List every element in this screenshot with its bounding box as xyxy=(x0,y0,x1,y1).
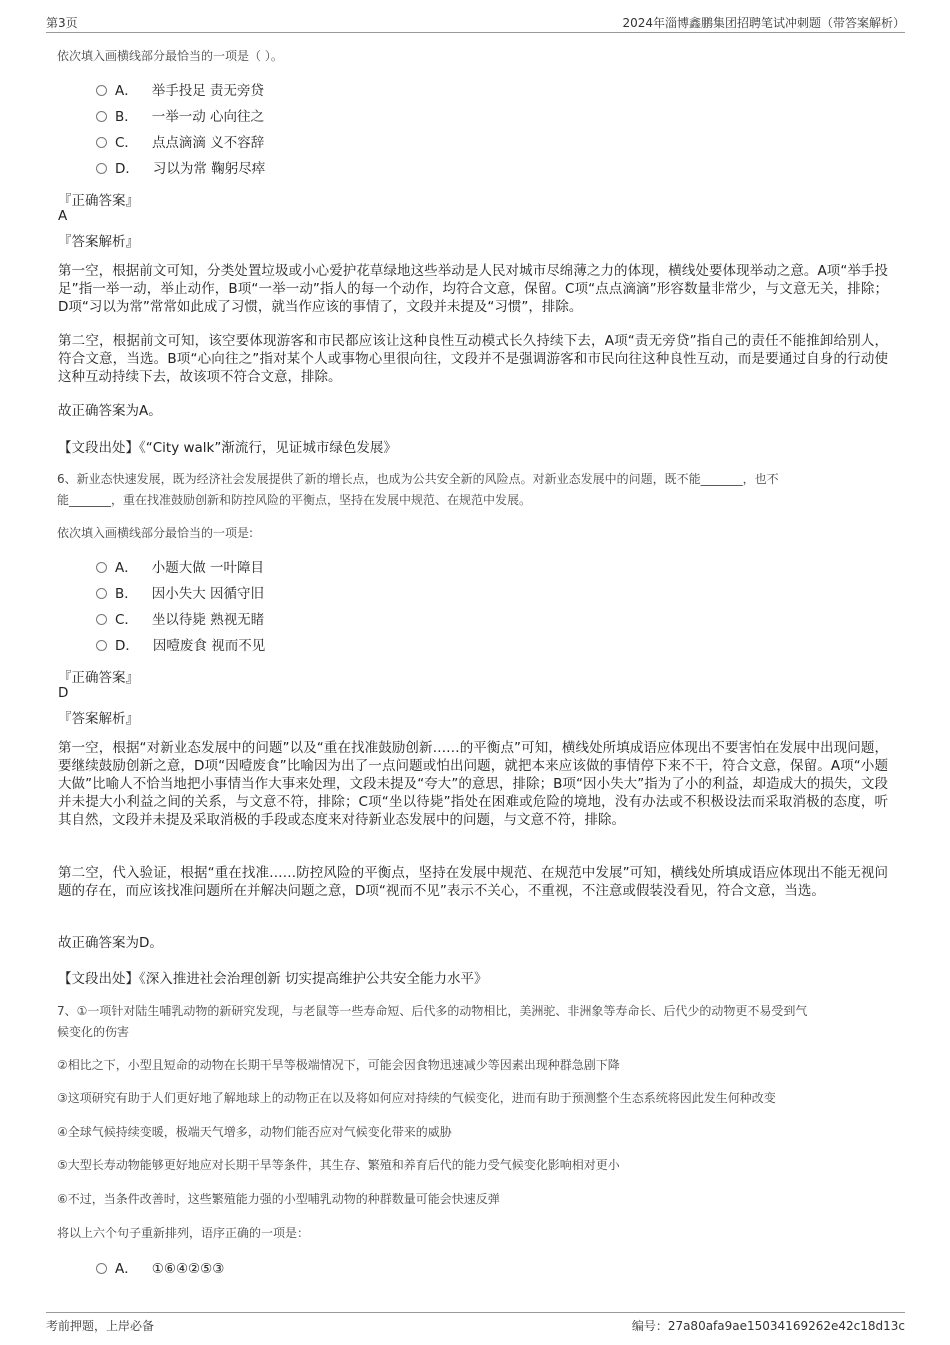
radio-icon[interactable] xyxy=(96,640,107,651)
q7-option-a[interactable]: A． ①⑥④②⑤③ xyxy=(96,1259,224,1279)
q7-sentence-4: ④全球气候持续变暖，极端天气增多，动物们能否应对气候变化带来的威胁 xyxy=(57,1125,452,1139)
footer-slogan: 考前押题，上岸必备 xyxy=(46,1319,155,1333)
q7-sentence-6: ⑥不过，当条件改善时，这些繁殖能力强的小型哺乳动物的种群数量可能会快速反弹 xyxy=(57,1192,500,1206)
document-title: 2024年淄博鑫鹏集团招聘笔试冲刺题（带答案解析） xyxy=(622,16,905,30)
radio-icon[interactable] xyxy=(96,137,107,148)
radio-icon[interactable] xyxy=(96,588,107,599)
q6-analysis-label: 『答案解析』 xyxy=(58,711,139,727)
q5-prompt: 依次填入画横线部分最恰当的一项是（ ）。 xyxy=(57,49,283,63)
q6-analysis-para1: 第一空，根据“对新业态发展中的问题”以及“重在找准鼓励创新……的平衡点”可知，横线处所填成语应体现出不要害怕在发展中出现问题，要继续鼓励创新之意，D项“因噎废食”比喻因为出了一点问题或怕出问题，就把本来应该做的事情停下来不干，符合文意，保留。A项“小题大做”比喻人不恰当地把小事情当作大事来处理，文段未提及“夸大”的意思，排除；B项“因小失大”指为了小的利益，却造成大的损失，文段并未提大小利益之间的关系，与文意不符，排除；C项“坐以待毙”指处在困难或危险的境地，没有办法或不积极设法而采取消极的态度，听其自然，文段并未提及采取消极的手段或态度来对待新业态发展中的问题，与文意不符，排除。 xyxy=(58,740,888,828)
q6-option-b[interactable]: B． 因小失大 因循守旧 xyxy=(96,584,264,604)
q6-answer-label: 『正确答案』 xyxy=(58,670,139,686)
q7-sentence-2: ②相比之下，小型且短命的动物在长期干旱等极端情况下，可能会因食物迅速减少等因素出现种群急剧下降 xyxy=(57,1058,620,1072)
page-number: 第3页 xyxy=(46,16,78,30)
radio-icon[interactable] xyxy=(96,85,107,96)
q5-option-b[interactable]: B． 一举一动 心向往之 xyxy=(96,107,264,127)
q6-option-c[interactable]: C． 坐以待毙 熟视无睹 xyxy=(96,610,264,630)
page-footer xyxy=(46,1312,905,1335)
radio-icon[interactable] xyxy=(96,562,107,573)
q6-conclusion: 故正确答案为D。 xyxy=(58,935,163,951)
page-header xyxy=(46,12,905,33)
q6-prompt: 依次填入画横线部分最恰当的一项是: xyxy=(57,526,254,540)
q6-option-d[interactable]: D． 因噎废食 视而不见 xyxy=(96,636,265,656)
q7-sentence-3: ③这项研究有助于人们更好地了解地球上的动物正在以及将如何应对持续的气候变化，进而有助于预测整个生态系统将因此发生何种改变 xyxy=(57,1091,776,1105)
q5-analysis-para2: 第二空，根据前文可知，该空要体现游客和市民都应该让这种良性互动模式长久持续下去，A项“责无旁贷”指自己的责任不能推卸给别人，符合文意，当选。B项“心向往之”指对某个人或事物心里很向往，文段并不是强调游客和市民向往这种良性互动，而是要通过自身的行动使这种互动持续下去，故该项不符合文意，排除。 xyxy=(58,333,888,385)
q6-stem: 6、新业态快速发展，既为经济社会发展提供了新的增长点，也成为公共安全新的风险点。对新业态发展中的问题，既不能_______，也不 能_______，重在找准鼓励创新和防控风险的平衡点，坚持在发展中规范、在规范中发展。 xyxy=(57,472,779,507)
q5-option-a[interactable]: A． 举手投足 责无旁贷 xyxy=(96,81,264,101)
q6-option-a[interactable]: A． 小题大做 一叶障目 xyxy=(96,558,264,578)
document-code: 编号：27a80afa9ae15034169262e42c18d13c xyxy=(631,1319,905,1333)
q7-sentence-1: 7、①一项针对陆生哺乳动物的新研究发现，与老鼠等一些寿命短、后代多的动物相比，美洲驼、非洲象等寿命长、后代少的动物更不易受到气 候变化的伤害 xyxy=(57,1004,808,1039)
q5-option-d[interactable]: D． 习以为常 鞠躬尽瘁 xyxy=(96,159,265,179)
q7-prompt: 将以上六个句子重新排列，语序正确的一项是： xyxy=(57,1226,310,1240)
q7-sentence-5: ⑤大型长寿动物能够更好地应对长期干旱等条件，其生存、繁殖和养育后代的能力受气候变化影响相对更小 xyxy=(57,1158,620,1172)
q5-analysis-label: 『答案解析』 xyxy=(58,234,139,250)
q6-source: 【文段出处】《深入推进社会治理创新 切实提高维护公共安全能力水平》 xyxy=(58,971,488,987)
q5-source: 【文段出处】《“City walk”渐流行，见证城市绿色发展》 xyxy=(58,440,397,456)
q5-answer-label: 『正确答案』 xyxy=(58,193,139,209)
radio-icon[interactable] xyxy=(96,1263,107,1274)
q5-option-c[interactable]: C． 点点滴滴 义不容辞 xyxy=(96,133,264,153)
radio-icon[interactable] xyxy=(96,614,107,625)
q5-answer: A xyxy=(58,208,68,224)
q6-answer: D xyxy=(58,685,69,701)
q5-analysis-para1: 第一空，根据前文可知，分类处置垃圾或小心爱护花草绿地这些举动是人民对城市尽绵薄之力的体现，横线处要体现举动之意。A项“举手投足”指一举一动，举止动作，B项“一举一动”指人的每一个动作，均符合文意，保留。C项“点点滴滴”形容数量非常少，与文意无关，排除；D项“习以为常”常常如此成了习惯，就当作应该的事情了，文段并未提及“习惯”，排除。 xyxy=(58,263,888,315)
q6-analysis-para2: 第二空，代入验证，根据“重在找准……防控风险的平衡点，坚持在发展中规范、在规范中发展”可知，横线处所填成语应体现出不能无视问题的存在，而应该找准问题所在并解决问题之意，D项“视而不见”表示不关心，不重视，不注意或假装没看见，符合文意，当选。 xyxy=(58,865,888,899)
radio-icon[interactable] xyxy=(96,163,107,174)
radio-icon[interactable] xyxy=(96,111,107,122)
q5-conclusion: 故正确答案为A。 xyxy=(58,403,162,419)
